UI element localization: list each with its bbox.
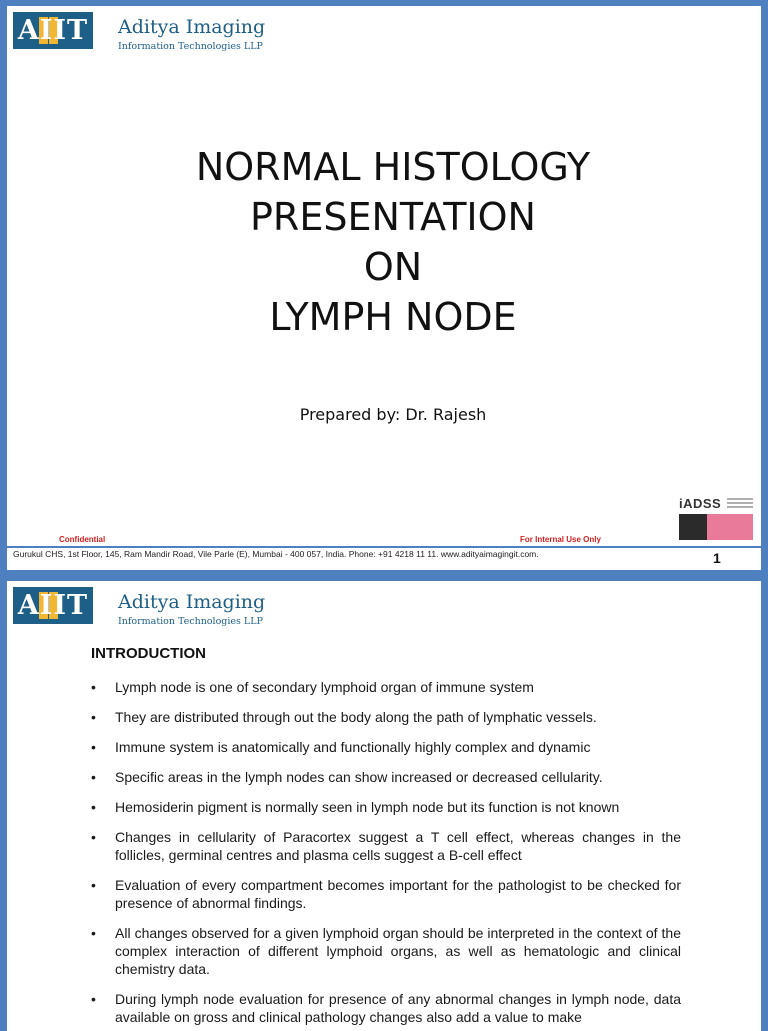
- brand-subtitle: Information Technologies LLP: [118, 616, 263, 627]
- brand-name: Aditya Imaging: [118, 591, 266, 613]
- bullet-dot: •: [91, 925, 96, 941]
- bullet-item: [91, 876, 681, 912]
- internal-use-label: For Internal Use Only: [520, 535, 601, 544]
- aiit-logo: [13, 587, 93, 624]
- bullet-text: They are distributed through out the body along the path of lymphatic vessels.: [115, 709, 597, 725]
- bullet-dot: •: [91, 769, 96, 785]
- presentation-title: [7, 142, 761, 342]
- footer-divider: [7, 546, 761, 548]
- bullet-text: Specific areas in the lymph nodes can show increased or decreased cellularity.: [115, 769, 603, 785]
- bullet-item: [91, 768, 681, 786]
- introduction-slide: [7, 581, 761, 1031]
- bullet-text: Immune system is anatomically and functionally highly complex and dynamic: [115, 739, 591, 755]
- bullet-text: Evaluation of every compartment becomes important for the pathologist to be checked for presence of abnormal findings.: [115, 877, 681, 911]
- bullet-text: Hemosiderin pigment is normally seen in lymph node but its function is not known: [115, 799, 620, 815]
- logo-text: AIIT: [17, 590, 89, 621]
- bullet-dot: •: [91, 799, 96, 815]
- iadss-tagline-lines: [727, 498, 753, 510]
- bullet-list: [91, 678, 681, 1031]
- iadss-logo-text: iADSS: [679, 496, 722, 511]
- brand-name: Aditya Imaging: [118, 16, 266, 38]
- confidential-label: Confidential: [59, 535, 106, 544]
- bullet-item: [91, 924, 681, 978]
- bullet-dot: •: [91, 829, 96, 845]
- bullet-dot: •: [91, 739, 96, 755]
- bullet-item: [91, 990, 681, 1026]
- title-line: NORMAL HISTOLOGY: [195, 145, 591, 189]
- bullet-text: During lymph node evaluation for presence of any abnormal changes in lymph node, data available on gross and clinical pathology changes also add a value to make: [115, 991, 681, 1025]
- iadss-logo-image: [679, 514, 707, 540]
- iadss-logo-image: [707, 514, 753, 540]
- bullet-dot: •: [91, 877, 96, 893]
- bullet-item: [91, 798, 681, 816]
- section-heading: INTRODUCTION: [91, 645, 206, 662]
- aiit-logo: [13, 12, 93, 49]
- iadss-logo: [677, 494, 754, 542]
- bullet-item: [91, 828, 681, 864]
- bullet-dot: •: [91, 709, 96, 725]
- brand-subtitle: Information Technologies LLP: [118, 41, 263, 52]
- bullet-dot: •: [91, 991, 96, 1007]
- title-line: PRESENTATION: [250, 195, 536, 239]
- bullet-item: [91, 678, 681, 696]
- bullet-text: Changes in cellularity of Paracortex suggest a T cell effect, whereas changes in the follicles, germinal centres and plasma cells suggest a B-cell effect: [115, 829, 681, 863]
- bullet-dot: •: [91, 679, 96, 695]
- logo-text: AIIT: [17, 15, 89, 46]
- title-slide: [7, 6, 761, 570]
- bullet-item: [91, 708, 681, 726]
- bullet-text: Lymph node is one of secondary lymphoid organ of immune system: [115, 679, 534, 695]
- bullet-text: All changes observed for a given lymphoid organ should be interpreted in the context of the complex interaction of different lymphoid organs, as well as hematologic and clinical chemistry data.: [115, 925, 681, 977]
- prepared-by: Prepared by: Dr. Rajesh: [299, 405, 487, 424]
- title-line: LYMPH NODE: [269, 295, 517, 339]
- bullet-item: [91, 738, 681, 756]
- title-line: ON: [363, 245, 423, 289]
- page-number: 1: [713, 550, 721, 566]
- footer-address: Gurukul CHS, 1st Floor, 145, Ram Mandir Road, Vile Parle (E), Mumbai - 400 057, India. Phone: +91 4218 11 11. www.adityaimagingit.com.: [13, 549, 539, 559]
